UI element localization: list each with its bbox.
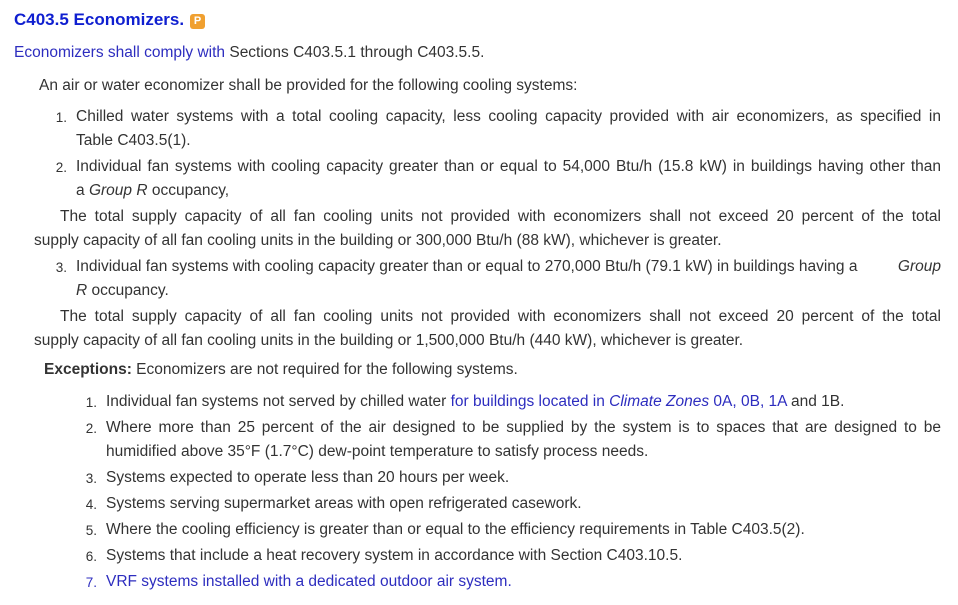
note-line: The total supply capacity of all fan cooling units not provided with economizers shall not exceed 20 percent of the total bbox=[60, 308, 941, 325]
exception-line: humidified above 35°F (1.7°C) dew-point temperature to satisfy process needs. bbox=[106, 443, 649, 460]
note-line: supply capacity of all fan cooling units in the building or 300,000 Btu/h (88 kW), whichever is greater. bbox=[34, 232, 722, 249]
exception-number: 4. bbox=[85, 497, 97, 512]
intro-paragraph bbox=[14, 41, 484, 65]
exception-line: Where more than 25 percent of the air designed to be supplied by the system is to spaces that are designed to be bbox=[106, 419, 941, 436]
provision-text: An air or water economizer shall be provided for the following cooling systems: bbox=[39, 77, 578, 94]
list-number: 3. bbox=[55, 260, 67, 275]
text-run: occupancy. bbox=[87, 282, 169, 299]
list-item-line: Individual fan systems with cooling capacity greater than or equal to 54,000 Btu/h (15.8 kW) in buildings having other than bbox=[76, 158, 941, 175]
exception-number: 2. bbox=[85, 421, 97, 436]
list-item-line bbox=[76, 255, 941, 279]
exceptions-text: Economizers are not required for the following systems. bbox=[131, 361, 518, 378]
note-line: The total supply capacity of all fan cooling units not provided with economizers shall not exceed 20 percent of the total bbox=[60, 208, 941, 225]
link-text[interactable]: for buildings located in bbox=[450, 393, 610, 410]
vrf-exception-link[interactable]: VRF systems installed with a dedicated outdoor air system. bbox=[106, 573, 512, 590]
list-item-line: Chilled water systems with a total cooling capacity, less cooling capacity provided with air economizers, as specified in bbox=[76, 108, 941, 125]
exception-line: Systems serving supermarket areas with open refrigerated casework. bbox=[106, 495, 582, 512]
exceptions-label: Exceptions: bbox=[44, 361, 132, 378]
exception-number: 6. bbox=[85, 549, 97, 564]
text-run: and 1B. bbox=[786, 393, 845, 410]
intro-link[interactable]: Economizers shall comply with bbox=[14, 44, 226, 61]
provision-badge[interactable]: P bbox=[190, 14, 205, 29]
text-run: Individual fan systems not served by chilled water bbox=[106, 393, 451, 410]
section-title-text: C403.5 Economizers. bbox=[14, 10, 185, 29]
group-r-term: Group R bbox=[88, 182, 148, 199]
exception-line: Where the cooling efficiency is greater than or equal to the efficiency requirements in Table C403.5(2). bbox=[106, 521, 805, 538]
exception-number: 7. bbox=[85, 575, 97, 590]
link-text[interactable]: Climate Zones bbox=[609, 393, 710, 410]
intro-text: Sections C403.5.1 through C403.5.5. bbox=[225, 44, 485, 61]
exception-line: Systems expected to operate less than 20 hours per week. bbox=[106, 469, 510, 486]
link-text[interactable]: 0A, 0B, 1A bbox=[709, 393, 787, 410]
text-run: a bbox=[76, 182, 89, 199]
list-item-line bbox=[76, 279, 169, 303]
list-item-line bbox=[76, 179, 229, 203]
exception-line: Systems that include a heat recovery system in accordance with Section C403.10.5. bbox=[106, 547, 683, 564]
exception-line bbox=[106, 390, 844, 414]
exception-number: 3. bbox=[85, 471, 97, 486]
exception-number: 5. bbox=[85, 523, 97, 538]
text-run: Individual fan systems with cooling capacity greater than or equal to 270,000 Btu/h (79.1 kW) in buildings having a bbox=[76, 258, 858, 275]
text-run: occupancy, bbox=[147, 182, 230, 199]
group-r-term: R bbox=[76, 282, 88, 299]
list-number: 2. bbox=[55, 160, 67, 175]
list-number: 1. bbox=[55, 110, 67, 125]
exceptions-header bbox=[44, 358, 518, 382]
group-term: Group bbox=[897, 258, 941, 275]
exception-number: 1. bbox=[85, 395, 97, 410]
climate-zones-link[interactable] bbox=[451, 393, 787, 410]
section-title bbox=[14, 8, 205, 32]
note-line: supply capacity of all fan cooling units in the building or 1,500,000 Btu/h (440 kW), whichever is greater. bbox=[34, 332, 744, 349]
list-item-line: Table C403.5(1). bbox=[76, 132, 191, 149]
